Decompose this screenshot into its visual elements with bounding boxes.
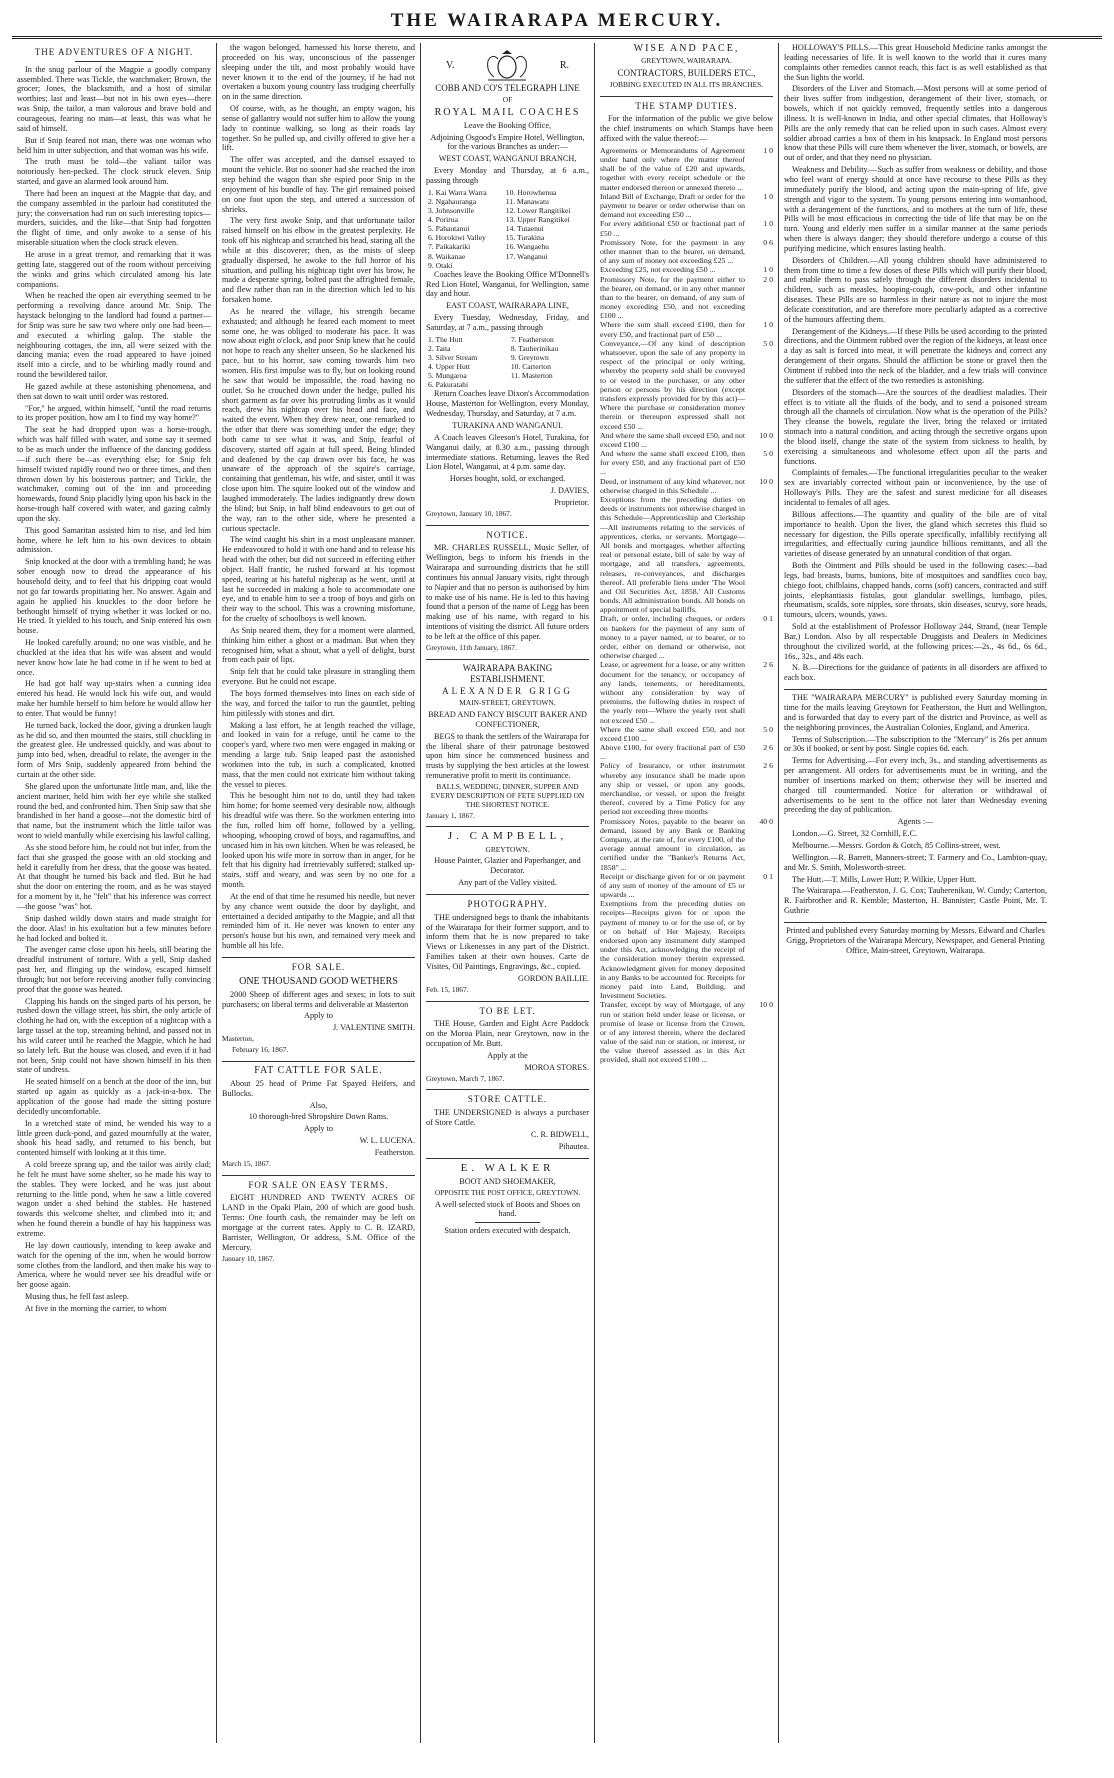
stop-cell: 1. Kai Warra Warra [428,187,487,197]
story-paragraph: The offer was accepted, and the damsel essayed to mount the vehicle. But no sooner had she reached the iron step behind the wagon than she espied poor Snip in the enjoyment of his bundle of hay. The girl remained poised on one foot upon the step, and uttered a succession of shrieks. [222,155,415,214]
ad-russell-notice [426,530,589,653]
divider [75,61,153,62]
bakery-body: BEGS to thank the settlers of the Wairarapa for the liberal share of their patronage bestowed upon him since he commenced business and trusts by supplying the best articles at the lowest remunerative profit to merit its continuance. [426,731,589,781]
stop-cell: 16. Wangaehu [505,242,549,252]
story-paragraph: the wagon belonged, harnessed his horse thereto, and proceeded on his way, unconscious of the passenger sleeping under the tilt, and most probably would have never known it to the end of the journey, if he had not overtaken a buxom young country lass trudging cheerfully on in the same direction. [222,43,415,102]
return-coaches: Return Coaches leave Dixon's Accommodation House, Masterton for Wellington, every Monday, Wednesday, Thursday, and Saturday, at 7 a.m. [426,389,589,419]
tolet-apply: Apply at the [487,1050,528,1060]
horses-line: Horses bought, sold, or exchanged. [449,474,566,484]
stop-row [426,344,589,353]
cobb-coaches-return: Coaches leave the Booking Office M'Donnell's Red Lion Hotel, Wanganui, for Wellington, same day and hour. [426,269,589,299]
duty-amount: 2 6 [763,743,773,753]
tolet-head: TO BE LET. [479,1005,536,1016]
stamp-duties-head: THE STAMP DUTIES. [635,100,738,111]
duty-instrument: Promissory Note, for the payment in any other manner than to the bearer, on demand, of any sum of money not exceeding £25 ... [600,237,745,266]
story-paragraph: He arose in a great tremor, and remarking that it was getting late, staggered out of the room without perceiving the winks and grins which circulated among his late companions. [17,249,211,289]
divider [222,1175,415,1176]
story-paragraph: This he besought him not to do, until they had taken him home; for home seemed very desirable now, although his dreadful wife was there. So the workmen entering into the fun, rolled him off home, followed by a yelling, whooping, whooping crowd of boys, and ragamuffins, and uncased him in his own kitchen. When he was released, he looked upon his wife more in sorrow than in anger, for he felt that his dignity had irretrievably suffered; stalked up-stairs, stiff and weary, and was seen by no one for a month. [222,791,415,890]
stamp-duties-intro: For the information of the public we give below the chief instruments on which Stamps have been affixed with the value thereof:— [600,114,773,144]
agent-entry: The Wairarapa.—Featherston, J. G. Cox; Tauherenikau, W. Cundy; Carterton, R. Fairbrother and R. Kemble; Masterton, H. Bannister; Castle Point, Mr. T. Guthrie [784,886,1047,916]
duty-row [600,320,773,338]
east-coast-head: EAST COAST, WAIRARAPA LINE, [446,301,569,311]
cobb-adjoining: Adjoining Osgood's Empire Hotel, Wellington, for the various Branches as under:— [430,132,585,152]
walker-address: OPPOSITE THE POST OFFICE, GREYTOWN. [434,1187,581,1197]
divider [426,1158,589,1159]
duty-instrument: Where the sum shall exceed £100, then for every £50, and fractional part of £50 ... [600,320,745,339]
crest-right-letter: R. [559,60,569,71]
stop-row [426,233,589,242]
agent-entry: The Hutt.—T. Mills, Lower Hutt; P. Wilkie, Upper Hutt. [792,874,977,884]
east-coast-every: Every Tuesday, Wednesday, Friday, and Saturday, at 7 a.m., passing through [426,313,589,332]
ad-bakery [426,663,589,821]
story-paragraph: Of course, with, as he thought, an empty wagon, his sense of gallantry would not suffer him to allow the young lady to continue walking, so long as their roads lay together. So he pulled up, and civilly offered to give her a lift. [222,104,415,153]
stop-cell: 4. Upper Hutt [428,362,470,372]
ad-wethers [222,962,415,1055]
stop-cell: 10. Horowhenua [505,187,557,197]
divider [426,659,589,660]
ad-body: EIGHT HUNDRED AND TWENTY ACRES OF LAND in the Opaki Plain, 200 of which are good bush. Terms: One fourth cash, the remainder may be left on mortgage at the current rates. Apply to C. B. IZARD, Barrister, Wellington, Or address, S.M. Office of the Mercury. [222,1193,415,1252]
column-3 [420,43,594,1743]
stamp-duties-list [600,146,773,1065]
ad-photography [426,899,589,995]
story-paragraph: But if Snip feared not man, there was one woman who held him in utter subjection, and that woman was his wife. [17,135,211,155]
duty-row [600,660,773,724]
stop-row [426,261,589,270]
story-paragraph: At five in the morning the carrier, to whom [25,1303,167,1313]
stop-cell [504,261,589,270]
column-5 [778,43,1052,1743]
stop-cell: 3. Silver Stream [428,353,478,362]
mercury-notice [784,693,1047,815]
story-paragraph: When he reached the open air everything seemed to be performing a revolving dance around Mr. Snip. The haystack belonging to the landlord had found a partner—for Snip was sure he saw two where only one had been—and executed a whirling galop. The stable the neighbouring cottages, the inn, all were seized with the dancing mania; even the road appeared to have joined itself into a circle, and to be whirling madly round and round the bewildered tailor. [17,291,211,380]
ad-name: W. L. LUCENA. [359,1136,415,1146]
stop-cell: 5. Pahautanui [428,224,470,234]
cobb-title: COBB AND CO'S TELEGRAPH LINE [435,83,580,93]
duty-instrument: Policy of Insurance, or other instrument whereby any insurance shall be made upon any ship or vessel, or upon any goods, merchandise, or vessel, or upon the freight thereof, covered by a Time Policy for any period not exceeding three months [600,761,745,817]
walker-name: E. WALKER [460,1161,555,1174]
duty-row [600,1000,773,1064]
story-body [17,65,211,1314]
duty-row [600,495,773,614]
notice-head: NOTICE. [486,529,529,540]
photo-name: GORDON BAILLIE. [518,973,589,983]
stop-cell: 17. Wanganui [505,251,548,261]
stop-row [426,206,589,215]
duty-row [600,899,773,1000]
tolet-stores: MOROA STORES. [524,1062,589,1072]
divider [426,525,589,526]
ad-fat-cattle [222,1065,415,1169]
cobb-west: WEST COAST, WANGANUI BRANCH, [438,154,577,164]
story-paragraph: This good Samaritan assisted him to rise, and led him home, where he left him to his own devices to obtain admission. [17,525,211,555]
holloway-paragraph: Derangement of the Kidneys.—If these Pills be used according to the printed directions, and the Ointment rubbed over the region of the kidneys, at least once a day as salt is forced into meat, it will penetrate the kidneys and correct any derangement of their organs. Should the affliction be stone or gravel then the Ointment if rubbed into the neck of the bladder, and a few trials will convince the sufferer that the effect of the two remedies is astonishing. [784,326,1047,385]
story-paragraph: He had got half way up-stairs when a cunning idea entered his head. He would lock his wife out, and would make her humble herself to him before he would allow her to enter. That would be funny! [17,679,211,718]
duty-amount: 0 1 [763,614,773,624]
story-paragraph: In the snug parlour of the Magpie a goodly company assembled. There was Tickle, the watchmaker; Brown, the grocer; Jones, the blacksmith, and a host of similar worthies; last and least—but not in his own eyes—there was Snip, the tailor, a man valorous and brave bold and courageous, fearing no man—at least, this was what he said of himself. [17,64,211,133]
duty-instrument: And where the same shall exceed £100, then for every £50, and any fractional part of £50 ... [600,449,745,477]
duty-row [600,817,773,872]
agents-list [784,829,1047,916]
holloway-paragraph: Both the Ointment and Pills should be used in the following cases:—bad legs, bad breasts, burns, bunions, bite of mosquitoes and sandflies coco bay, chiego foot, chilblains, chapped hands, corns (soft) cancers, contracted and stiff joints, elephantiasis fistulas, gout glandular swellings, lumbago, piles, rheumatism, scalds, sore nipples, sore throats, skin diseases, scurvy, sore heads, tumours, ulcers, wounds, yaws. [784,561,1047,620]
story-body-continued [222,43,415,951]
ad-cobb-coaches [426,83,589,519]
ad-body-2: 10 thorough-bred Shropshire Down Rams. [248,1112,389,1122]
story-paragraph: Snip knocked at the door with a trembling hand; he was sober enough now to dread the appearance of his household deity, and to feel that his dripping coat would not go far towards propitiating her. No answer. Again and again he applied his knuckles to the door before he bethought himself of trying whether it was locked or no. He tried. It yielded to his touch, and Snip entered his own house. [17,557,211,636]
cobb-every: Every Monday and Thursday, at 6 a.m., passing through [426,166,589,185]
walker-orders: Station orders executed with despatch. [444,1226,571,1236]
duty-amount: 10 0 [759,1000,773,1010]
story-paragraph: As she stood before him, he could not but infer, from the fact that she grasped the goose with an old stocking and held it carefully from her dress, that the goose was heated. At that thought he turned his back and fled. But he had shut the door on entering the room, and as he was stayed for a moment by it, he "felt" that his inference was correct—the goose "was" hot. [17,842,211,911]
stop-cell: 2. Ngahauranga [428,196,477,206]
ad-head: FOR SALE. [291,961,346,972]
story-paragraph: He gazed awhile at these astonishing phenomena, and then sat down to wait until order was restored. [17,381,211,401]
store-name: C. R. BIDWELL, [531,1129,589,1139]
tolet-date: Greytown, March 7, 1867. [426,1073,505,1083]
duty-row [600,275,773,321]
divider [600,96,773,97]
mercury-paragraph: THE "WAIRARAPA MERCURY" is published every Saturday morning in time for the mails leaving Greytown for Featherston, the Hutt and Wellington, and is forwarded that day to every part of the district and Province, as well as the neighboring provinces, the Australian Colonies, England, and America. [784,693,1047,732]
bakery-date: January 1, 1867. [426,810,475,820]
divider [222,1061,415,1062]
duty-instrument: Where the same shall exceed £50, and not exceed £100 ... [600,724,745,743]
ad-head: FOR SALE ON EASY TERMS. [248,1179,389,1190]
story-paragraph: "For," he argued, within himself, "until the road returns to its proper position, how am I to find my way home?" [17,403,211,423]
cobb-date: Greytown, January 10, 1867. [426,508,512,518]
ad-store-cattle [426,1094,589,1151]
store-body: THE UNDERSIGNED is always a purchaser of Store Cattle. [426,1108,589,1128]
walker-body: A well selected stock of Boots and Shoes on hand. [434,1199,581,1219]
cobb-of: OF [502,94,513,104]
stop-row [426,252,589,261]
masthead: THE WAIRARAPA MERCURY. [390,10,724,31]
divider [426,1001,589,1002]
ad-place: Masterton, [222,1034,254,1044]
proprietor-title: Proprietor. [554,497,589,507]
agent-entry: Melbourne.—Messrs. Gordon & Gotch, 85 Collins-street, west. [792,840,1001,850]
duty-instrument: Lease, or agreement for a lease, or any written document for the tenancy, or occupancy of any lands, tenements, or hereditaments, without any consideration by way of premiums, the following duties in respect of the yearly rent—Where the yearly rent shall not exceed £50 ... [600,660,745,725]
story-paragraph: He looked carefully around; no one was visible, and he chuckled at the idea that his wife was absent and would never know how late he had come in if he went to bed at once. [17,638,211,677]
store-place: Pihautea. [558,1141,589,1151]
campbell-trade: House Painter, Glazier and Paperhanger, and Decorator. [434,856,581,876]
stop-cell: 11. Manawatu [505,196,549,206]
story-paragraph: As he neared the village, his strength became exhausted; and although he feared each moment to meet some one, he was obliged to moderate his pace. It was now about eight o'clock, and poor Snip knew that he could not hope to reach any shelter unseen. So he slackened his pace, but to his horror, saw coming towards him two women. His first impulse was to fly, but on looking round he saw that would be impossible, the road having no outlet. So he crouched down under the hedge, pulled his short garment as far over his protruding limbs as it would reach, drew his nightcap over his head and face, and waited the event. When they drew near, one remarked to the other that there was something under the edge; they both came to see what it was, and Snip, fearful of discovery, started off again at full speed. Being blinded and deafened by the cap drawn over his face, he was unaware of the approach of the squire's carriage, containing that gentleman, his wife, and sister, until it was close upon him. The squire looked out of the window and laughed immoderately. The ladies indignantly drew down the blind; but Snip, in half blind endeavours to get out of the way, ran to the other side, where he presented a curious spectacle. [222,306,415,533]
column-1 [12,43,216,1743]
duty-instrument: For every additional £50 or fractional part of £50 ... [600,219,745,238]
stop-cell: 12. Lower Rangitikei [505,205,571,215]
duty-instrument: Agreements or Memorandums of Agreement under hand only where the matter thereof shall be of the value of £20 and upwards, together with every receipt schedule or the matter endorsed thereon or annexed thereto ... [600,145,745,192]
wise-pace-name: WISE AND PACE, [633,43,740,54]
mercury-paragraph: Terms of Subscription.—The subscription to the "Mercury" is 26s per annum or 30s if booked, or sent by post. Single copies 6d. each. [784,734,1047,754]
agent-entry: London.—G. Street, 32 Cornhill, E.C. [792,829,918,839]
duty-amount: 0 1 [763,871,773,881]
duty-row [600,192,773,220]
column-2 [216,43,420,1743]
duty-instrument: Exceeding £25, not exceeding £50 ... [600,265,716,275]
duty-amount [745,495,773,614]
duty-row [600,219,773,237]
turakina-body: A Coach leaves Gleeson's Hotel, Turakina, for Wanganui daily, at 8.30 a.m., passing through intermediate stations. Returning, leaves the Red Lion Hotel, Wanganui, at 4 p.m. same day. [426,432,589,472]
story-paragraph: In a wretched state of mind, he wended his way to a little green duck-pond, and gazed mournfully at the water, shook his head sadly, and returned to his bench, but contented himself with looking at it this time. [17,1118,211,1158]
campbell-visit: Any part of the Valley visited. [458,878,557,888]
duty-amount: 2 6 [763,761,773,771]
holloway-paragraph: Billous affections.—The quantity and quality of the bile are of vital importance to health. Upon the liver, the gland which secretes this fluid so necessary for digestion, the Pills operate specifically, infallibly rectifying all irregularities, and effectually curing jaundice billious remittants, and all the varieties of disease generated by an unnatural condition of that organ. [784,509,1047,559]
story-paragraph: Snip dashed wildly down stairs and made straight for the door. Alas! in his exultation but a few minutes before he had locked and bolted it. [17,913,211,943]
stop-cell: 11. Masterton [510,371,553,381]
photo-body: THE undersigned begs to thank the inhabitants of the Wairarapa for their former support, and to inform them that he is now prepared to take Views or Likenesses in any part of the District. Families taken at their own houses. Carte de Visites, Oil Paintings, Engravings, &c., copied. [426,912,589,971]
duty-instrument: Draft, or order, including cheques, or orders on bankers for the payment of any sum of money to a payer named, or to bearer, or to order, either on demand or otherwise, not otherwise charged ... [600,614,745,661]
grigg-name: ALEXANDER GRIGG [442,686,573,697]
ad-apply: Apply to [304,1011,333,1021]
duty-amount: 5 0 [763,338,773,348]
russell-body: MR. CHARLES RUSSELL, Music Seller, of Wellington, begs to inform his friends in the Wairarapa and surrounding districts that he still continues his annual January visits, right through to Napier and that no person is authorised by him to make use of his name. He is led to this having found that a person of the name of Legg has been making use of his name, with regard to his intentions of visiting the district. All future orders to be left at the office of this paper. [426,543,589,641]
stop-cell: 3. Johnsonville [428,205,474,215]
story-paragraph: The wind caught his shirt in a most unpleasant manner. He endeavoured to hold it with one hand and to release his head with the other, but did not succeed in effecting either object. Half frantic, he rushed forward at his topmost speed, tearing at his hateful nightcap as he went, until at last he succeeded in making a hole to accommodate one eye, and to enable him to see a troop of boys and girls on their way to the school. This was a crowning misfortune, for the cruelty of schoolboys is well known. [222,535,415,624]
campbell-name: J. CAMPBELL, [447,830,568,843]
wise-pace-jobbing: JOBBING EXECUTED IN ALL ITS BRANCHES. [609,79,764,89]
turakina-head: TURAKINA AND WANGANUI. [452,420,563,430]
duty-row [600,339,773,431]
duty-row [600,238,773,266]
walker-trade: BOOT AND SHOEMAKER, [459,1176,556,1186]
divider [475,1222,540,1223]
duty-amount: 0 6 [763,237,773,247]
story-paragraph: As Snip neared them, they for a moment were alarmed, thinking him either a ghost or a madman. But when they recognised him, what a shout, what a yell of delight, burst from each pair of lips. [222,625,415,665]
duty-instrument: Exemptions from the preceding duties on receipts—Receipts given for or upon the payment of money to or for the use of, or by or on behalf of Her Majesty. Receipts endorsed upon any instrument duly stamped under this Act, acknowledging the receipt of the consideration money therein expressed. Acknowledgment given for money deposited in any Banks to be accounted for. Receipts for money paid into Land, Building, and Investment Societies. [600,899,745,1001]
ad-land [222,1180,415,1264]
holloway-paragraph: HOLLOWAY'S PILLS.—This great Household Medicine ranks amongst the leading necessaries of life. It is well known to the world that it cures many complaints other remedies cannot reach, this fact is as well established as that the Sun lights the world. [784,43,1047,82]
columns [12,43,1102,1743]
stop-row [426,242,589,251]
stop-row [426,362,589,371]
duty-row [600,743,773,761]
story-paragraph: The seat he had dropped upon was a horse-trough, which was half filled with water, and some say it seemed to be as much under the influence of the dancing goddess—if such there be—as everything else; for Snip felt himself twisted rapidly round two or three times, and then thrown down by his boisterous partner; and Tickle, the watchmaker, coming out of the inn and proceeding homewards, found Snip placidly lying upon his back in the horse-trough half covered with water, and gazing calmly upon the sky. [17,425,211,523]
ad-also: Also, [309,1100,328,1110]
holloway-paragraph: N. B.—Directions for the guidance of patients in all disorders are affixed to each box. [784,663,1047,683]
stop-row [426,197,589,206]
ad-apply: Apply to [304,1124,333,1134]
story-paragraph: At the end of that time he resumed his needle, but never by any chance went outside the door by daylight, and entertained a decided antipathy to the Magpie, and all that reminded him of it. He never was known to enter any person's house but his own, and remained very meek and humble all his life. [222,891,415,951]
duty-row [600,725,773,743]
divider [426,1089,589,1090]
stop-cell: 8. Tauherinikau [510,343,559,353]
store-head: STORE CATTLE. [467,1094,548,1105]
duty-row [600,449,773,477]
wise-pace-location: GREYTOWN, WAIRARAPA. [641,56,732,65]
holloway-paragraph: Complaints of females.—The functional irregularities peculiar to the weaker sex are invariably corrected without pain or inconvenience, by the use of Holloway's Pills. They are the safest and surest medicine for all diseases incidental to females of all ages. [784,468,1047,507]
duty-instrument: Above £100, for every fractional part of £50 ... [600,743,745,762]
stop-row [426,353,589,362]
mercury-paragraph: Terms for Advertising.—For every inch, 3s., and standing advertisements as per arrangement. All orders for advertisements must be in writing, and the number of insertions marked on them; otherwise they will be inserted and charged till countermanded. Notice for alteration or withdrawal of advertisements to be sent to the office not later than Wednesday evening preceding the day of publication. [784,756,1047,815]
divider [426,894,589,895]
cobb-royal: ROYAL MAIL COACHES [434,106,581,118]
duty-amount: 1 0 [763,219,773,229]
story-paragraph: The very first awoke Snip, and that unfortunate tailor raised himself on his elbow in the greatest perplexity. He took off his nightcap and scratched his head, staring all the while at this discoverer; then, as the mists of sleep gradually dispersed, he awoke to the full horror of his situation, and pulling his nightcap tight over his brow, he made a desperate spring, bolted past the affrighted female, and flew rather than ran in the direction which led to his forsaken home. [222,216,415,305]
stop-cell [509,380,589,389]
duty-amount: 2 6 [763,660,773,670]
grigg-address: MAIN-STREET, GREYTOWN, [459,698,556,708]
story-paragraph: Snip felt that he could take pleasure in strangling them everyone. But he could not escape. [222,667,415,687]
photo-date: Feb. 15, 1867. [426,984,469,994]
ad-name: J. VALENTINE SMITH. [332,1023,415,1033]
story-paragraph: He seated himself on a bench at the door of the inn, but started up again as quickly as a jack-in-a-box. The application of the goose had made the sitting posture decidedly uncomfortable. [17,1077,211,1116]
wise-pace-trade: CONTRACTORS, BUILDERS ETC., [617,67,756,78]
east-coast-stops-table [426,335,589,390]
stop-cell: 4. Porirua [428,215,458,225]
story-paragraph: Musing thus, he fell fast asleep. [25,1292,129,1302]
duty-amount: 10 0 [759,476,773,486]
ad-body: About 25 head of Prime Fat Spayed Heifers, and Bullocks. [222,1078,415,1098]
stop-row [426,371,589,380]
stop-cell: 6. Horokiwi Valley [428,233,486,243]
duty-row [600,431,773,449]
cobb-leave: Leave the Booking Office, [463,120,552,130]
ad-to-let [426,1006,589,1084]
photo-head: PHOTOGRAPHY. [467,898,548,909]
ad-date: February 16, 1867. [232,1044,289,1054]
duty-amount: 1 0 [763,320,773,330]
duty-amount [745,899,773,1000]
story-paragraph: The truth must be told—the valiant tailor was notoriously hen-pecked. The clock struck eleven. Snip started, and gave an alarmed look around him. [17,157,211,187]
proprietor-name: J. DAVIES, [550,486,589,496]
campbell-town: GREYTOWN. [485,844,530,854]
stop-cell: 7. Featherston [510,334,554,344]
stop-cell: 9. Otaki [428,260,453,270]
bakery-balls: BALLS, WEDDING, DINNER, SUPPER AND EVERY DESCRIPTION OF FETE SUPPLIED ON THE SHORTEST NOTICE. [430,781,585,809]
duty-amount: 1 0 [763,191,773,201]
duty-instrument: Exceptions from the preceding duties on deeds or instruments not otherwise charged in this Schedule—Apprenticeship and Clerkship—All instruments relating to the services of apprentices, clerks, or servants. Mortgage—All bonds and mortgages, whether affecting real or personal estate, bill of sale by way of mortgage, and all transfers, agreements, releases, re-conveyances, and discharges thereof. All preferable liens under 'The Wool and Oil Securities Act, 1858.' All Customs bonds. All administration bonds. All bonds on appointment of special bailiffs. [600,495,745,615]
russell-date: Greytown, 11th January, 1867. [426,642,517,652]
stop-cell: 13. Upper Rangitikei [505,215,570,225]
duty-instrument: Promissory Notes, payable to the bearer on demand, issued by any Bank or Banking Company, at the rate of, for every £100, of the average annual amount in circulation, as certified under the "Banker's Returns Act, 1858" ... [600,816,745,872]
stop-cell: 10. Carterton [510,362,551,372]
tolet-body: THE House, Garden and Eight Acre Paddock on the Moroa Plain, near Greytown, now in the occupation of Mr. Butt. [426,1019,589,1049]
story-paragraph: There had been an inquest at the Magpie that day, and the company assembled in the parlour had constituted the jury; the conversation had run on such interesting topics—murders, suicides, and the like—that Snip had forgotten the flight of time, and only awoke to a sense of his miserable situation when the clock struck eleven. [17,188,211,248]
duty-instrument: And where the same shall exceed £50, and not exceed £100 ... [600,430,745,449]
ad-campbell [426,830,589,888]
duty-row [600,146,773,192]
duty-row [600,614,773,660]
divider [426,826,589,827]
stop-cell: 14. Tutaenui [505,224,544,234]
stop-cell: 8. Waikanae [428,251,466,261]
story-paragraph: She glared upon the unfortunate little man, and, like the ancient mariner, held him with her eye while she stalked round the bed, and confronted him. Then Snip saw that she brandished in her hand a goose—not the domestic bird of that name, but the instrument which the little tailor was wont to wield manfully while exercising his lawful calling. [17,781,211,841]
duty-row [600,265,773,274]
stop-cell: 15. Turakina [505,233,545,243]
ad-place: Featherston. [374,1147,415,1157]
duty-amount: 1 0 [763,265,773,275]
ad-body: 2000 Sheep of different ages and sexes; in lots to suit purchasers; on liberal terms and deliverable at Masterton [222,989,415,1009]
holloway-paragraph: Sold at the establishment of Professor Holloway 244, Strand, (near Temple Bar,) London. Also by all respectable Druggists and Dealers in Medicines throughout the civilized world, at the following prices:—2s., 4s 6d., 6s 6d., 16s., 32s., and 48s each. [784,622,1047,661]
duty-instrument: Receipt or discharge given for or on payment of any sum of money of the amount of £5 or upwards ... [600,871,745,900]
story-paragraph: The avenger came close upon his heels, still bearing the dreadful instrument of torture. With a yell, Snip dashed past her, and flinging up the window, escaped himself through; but not before receiving another fully convincing proof that the goose was heated. [17,945,211,994]
ad-date: March 15, 1867. [222,1158,271,1168]
stop-cell: 5. Mungaroa [428,371,467,381]
bakery-head: WAIRARAPA BAKING ESTABLISHMENT. [462,662,553,684]
agent-entry: Wellington.—R. Barrett, Manners-street; T. Farmery and Co., Lambton-quay, and Mr. S. Smith, Molesworth-street. [784,852,1047,872]
duty-instrument: Transfer, except by way of Mortgage, of any run or station held under lease or license, or promise of lease or license from the Crown, or of any interest therein, where the declared value of the said run or station, or interest, or the value thereof assessed as in this Act provided, shall not exceed £100 ... [600,1000,745,1065]
stop-row [426,224,589,233]
stop-cell: 6. Pakuratahi [428,380,469,390]
stop-row [426,335,589,344]
duty-amount: 2 0 [763,274,773,284]
duty-amount: 10 0 [759,430,773,440]
holloway-paragraph: Weakness and Debility.—Such as suffer from weakness or debility, and those who feel want of energy should at once have recourse to these Pills as they immediately purify the blood, and acting upon the main-spring of life, give strength and vigor to the system. To young persons entering into womanhood, with a derangement of the functions, and to mothers at the turn of life, these Pills will be most efficacious in correcting the tide of life that may be on the turn. Young and elderly men suffer in a similar manner at the same periods when there is always danger; they should therefore undergo a course of this purifying medicine, which ensures lasting health. [784,165,1047,253]
stop-row [426,380,589,389]
story-paragraph: A cold breeze sprang up, and the tailor was airily clad; he felt he must have some shelter, so he made his way to the stables. They were locked, and he was just about returning to the little pond, when he saw a little covered wagon under a shed behind the stables. He hastened towards this welcome shelter, and climbed into it; and when he found therein a bundle of hay his happiness was extreme. [17,1160,211,1238]
coat-of-arms-icon [482,49,532,83]
stop-row [426,215,589,224]
ad-date: January 10, 1867. [222,1253,275,1263]
stop-cell: 9. Greytown [510,353,549,362]
duty-amount: 5 0 [763,724,773,734]
duty-row [600,872,773,900]
duty-amount: 5 0 [763,449,773,459]
story-paragraph: He lay down cautiously, intending to keep awake and watch for the opening of the inn, when he would borrow some clothes from the landlord, and then make his way to America, where he would never see his dreadful wife or her goose again. [17,1240,211,1290]
ad-walker [426,1162,589,1236]
story-title: THE ADVENTURES OF A NIGHT. [34,47,194,57]
duty-amount: 1 0 [763,145,773,155]
imprint: Printed and published every Saturday morning by Messrs. Edward and Charles Grigg, Proprietors of the Wairarapa Mercury, Newspaper, and General Printing Office, Main-street, Greytown, Wairarapa. [786,925,1045,955]
royal-crest [426,49,589,83]
divider [222,957,415,958]
holloway-paragraph: Disorders of Children.—All young children should have administered to them from time to time a few doses of these Pills which will purify their blood, and enable them to pass safely through the different disorders incidental to children, such as measles, hooping-cough, cow-pock, and other infantine diseases. These Pills are so harmless in their nature as not to injure the most delicate constitution, and are therefore more peculiarly adapted as a corrective of the humours affecting them. [784,255,1047,324]
divider [784,689,1047,690]
duty-instrument: Conveyance,—Of any kind of description whatsoever, upon the sale of any property in respect of the principal or only writing, whereby the property sold shall be conveyed to or vested in the purchaser, or any other person or persons by his direction (except transfers expressly provided for by this act)—Where the purchase or consideration money therein or thereupon expressed shall not exceed £50 ... [600,338,745,431]
agents-head: Agents :— [897,817,934,827]
story-paragraph: The boys formed themselves into lines on each side of the way, and forced the tailor to run the gauntlet, pelting him pitilessly with stones and dirt. [222,689,415,718]
masthead-rule [12,36,1102,39]
crest-left-letter: V. [446,60,455,71]
duty-row [600,477,773,495]
stop-cell: 7. Paikakariki [428,242,471,252]
divider [784,922,1047,923]
ad-title: ONE THOUSAND GOOD WETHERS [239,975,398,987]
duty-instrument: Promissory Note, for the payment either to the bearer, on demand, or in any other manner than to the bearer, on demand, of any sum of money exceeding £50, and not exceeding £100 ... [600,274,745,321]
story-paragraph: He turned back, locked the door, giving a drunken laugh as he did so, and then mounted the stairs, still chuckling in the greatest glee. He undressed quickly, and was about to jump into bed, when, dreadful to relate, the avenger in the form of Mrs Snip, suddenly appeared from behind the curtain at the other side. [17,720,211,780]
bakery-trade: BREAD AND FANCY BISCUIT BAKER AND CONFECTIONER, [428,709,587,729]
story-paragraph: Making a last effort, he at length reached the village, and looked in vain for a refuge, until he came to the cooper's yard, where two men were engaged in making or mending a large tub. Snip leaped past the astonished workmen into the tub, in such a complicated, knotted mass, that the men could not extricate him without taking the vessel to pieces. [222,720,415,789]
duty-row [600,761,773,816]
stop-cell: 1. The Hutt [428,334,463,344]
duty-amount: 40 0 [759,816,773,826]
holloway-paragraph: Disorders of the Liver and Stomach.—Most persons will at some period of their lives suffer from indigestion, derangement of their liver, stomach, or bowels, which if not quickly removed, frequently settles into a dangerous illness. It is well-known in India, and other special climates, that Holloway's Pills are the only remedy that can be relied upon in such cases. Almost every soldier abroad carries a box of them in his knapsack. In England most persons know that these Pills will cure them whenever the liver, stomach, or bowels, are out of order, and that they need no physician. [784,84,1047,163]
column-4 [594,43,778,1743]
stop-cell: 2. Taita [428,343,451,353]
duty-instrument: Deed, or instrument of any kind whatever, not otherwise charged in this Schedule ... [600,476,745,495]
ad-title: FAT CATTLE FOR SALE. [254,1064,383,1076]
holloway-paragraph: Disorders of the stomach—Are the sources of the deadliest maladies. Their effect is to vitiate all the fluids of the body, and to send a poisoned stream through all the channels of circulation. Now what is the operation of the Pills? They cleanse the bowels, regulate the liver, bring the relaxed or irritated stomach into a natural condition, and acting through the secretive organs upon the blood itself, change the state of the system from sickness to health, by exercising a simultaneous and wholesome effect upon all the parts and functions. [784,387,1047,466]
story-paragraph: Clapping his hands on the singed parts of his person, he rushed down the village street, his shirt, the only article of clothing he had on, with the exception of a nightcap with a large tassel at the top, streaming behind, and passed not in his wild career until he reached the Magpie, which he had so lately left. But the house was closed, and even if it had not been, Snip could not have shown himself in his then state of undress. [17,996,211,1075]
west-coast-stops-table [426,188,589,270]
holloway-ad [784,43,1047,683]
duty-instrument: Inland Bill of Exchange, Draft or order for the payment to bearer or order otherwise than on demand not exceeding £50 ... [600,191,745,220]
stop-row [426,188,589,197]
